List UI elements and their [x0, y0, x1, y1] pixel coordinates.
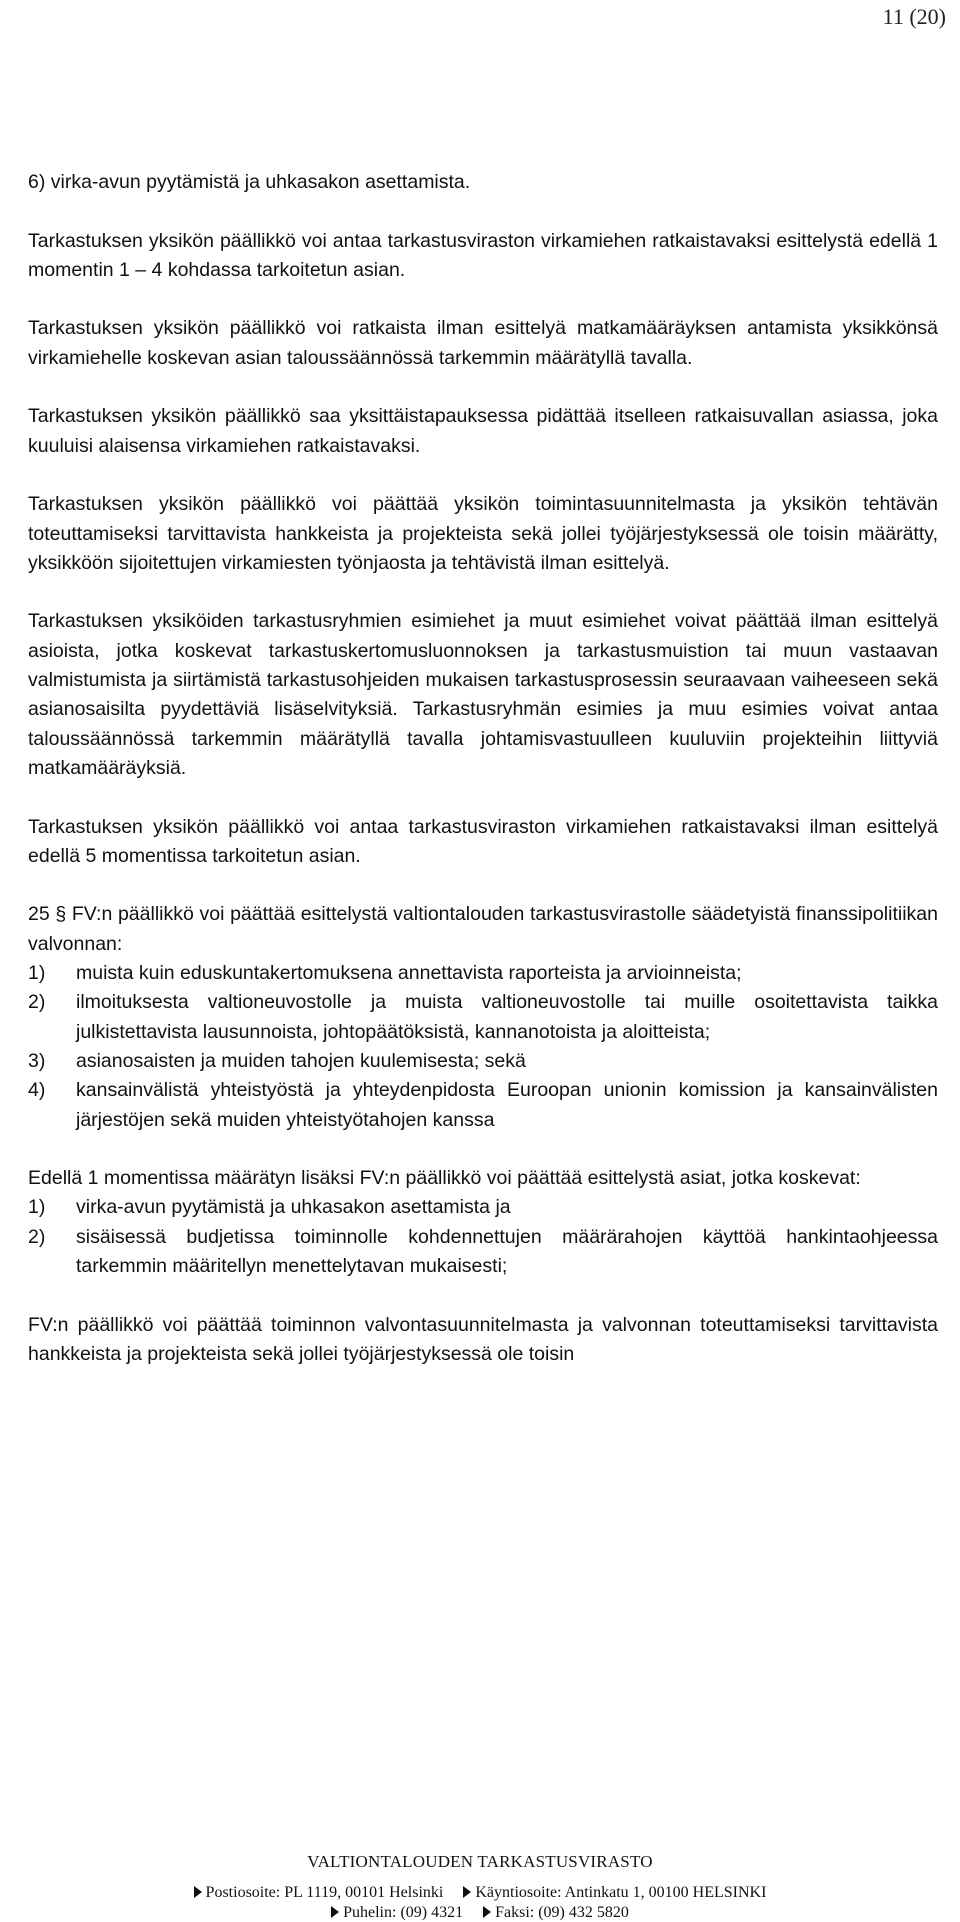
document-body	[28, 168, 938, 1398]
footer-visiting-address	[463, 1884, 766, 1901]
list-item	[28, 959, 938, 988]
list-item	[28, 1223, 938, 1282]
list-number: 2)	[28, 1225, 46, 1248]
arrow-right-icon	[331, 1906, 339, 1918]
paragraph-group-supervisors: Tarkastuksen yksiköiden tarkastusryhmien esimiehet ja muut esimiehet voivat päättää ilman esittelyä asioista, jotka koskevat tarkastuskertomusluonnoksen ja tarkastusmuistion tai muun vastaavan valmistumista ja siirtämistä tarkastusohjeiden mukaisen tarkastusprosessin seuraavaan vaiheeseen sekä asianosaisilta pyydettäviä lisäselvityksiä. Tarkastusryhmän esimies ja muu esimies voivat antaa taloussäännössä tarkemmin määrätyllä tavalla johtamisvastuulleen kuuluviin projekteihin liittyviä matkamääräyksiä.	[28, 610, 938, 779]
list-number: 1)	[28, 962, 46, 985]
list-item	[28, 1193, 938, 1222]
paragraph-action-plan: Tarkastuksen yksikön päällikkö voi päättää yksikön toimintasuunnitelmasta ja yksikön tehtävän toteuttamiseksi tarvittavista hankkeista ja projekteista sekä jollei työjärjestyksessä ole toisin määrätty, yksikköön sijoitettujen virkamiesten työnjaosta ja tehtävistä ilman esittelyä.	[28, 493, 938, 574]
list-number: 4)	[28, 1079, 46, 1102]
arrow-right-icon	[194, 1886, 202, 1898]
phone-text: Puhelin: (09) 4321	[343, 1904, 464, 1921]
list-item	[28, 988, 938, 1047]
list-item	[28, 1047, 938, 1076]
arrow-right-icon	[483, 1906, 491, 1918]
section-moment-2	[28, 1164, 938, 1281]
footer-phone	[331, 1904, 463, 1921]
page-number: 11 (20)	[882, 4, 946, 29]
paragraph-travel-orders: Tarkastuksen yksikön päällikkö voi ratkaista ilman esittelyä matkamääräyksen antamista yksikkönsä virkamiehelle koskevan asian taloussäännössä tarkemmin määrätyllä tavalla.	[28, 317, 938, 369]
list-item	[28, 1076, 938, 1135]
list-text: muista kuin eduskuntakertomuksena annettavista raporteista ja arvioinneista;	[76, 962, 742, 985]
paragraph-monitoring-plan: FV:n päällikkö voi päättää toiminnon valvontasuunnitelmasta ja valvonnan toteuttamiseksi tarvittavista hankkeista ja projekteista sekä jollei työjärjestyksessä ole toisin	[28, 1313, 938, 1365]
section-moment-2-list	[28, 1193, 938, 1281]
section-25-list	[28, 959, 938, 1135]
list-text: kansainvälistä yhteistyöstä ja yhteydenpidosta Euroopan unionin komission ja kansainvälisten järjestöjen sekä muiden yhteistyötahojen kanssa	[76, 1079, 938, 1131]
section-moment-2-intro: Edellä 1 momentissa määrätyn lisäksi FV:n päällikkö voi päättää esittelystä asiat, jotka koskevat:	[28, 1167, 861, 1190]
postal-address-text: Postiosoite: PL 1119, 00101 Helsinki	[205, 1884, 444, 1901]
section-25	[28, 900, 938, 1134]
fax-text: Faksi: (09) 432 5820	[495, 1904, 629, 1921]
section-25-intro: 25 § FV:n päällikkö voi päättää esittelystä valtiontalouden tarkastusvirastolle säädetyistä finanssipolitiikan valvonnan:	[28, 903, 938, 955]
footer-postal-address	[194, 1884, 444, 1901]
list-number: 3)	[28, 1049, 46, 1072]
visiting-address-text: Käyntiosoite: Antinkatu 1, 00100 HELSINKI	[475, 1884, 767, 1901]
list-text: sisäisessä budjetissa toiminnolle kohdennettujen määrärahojen käyttöä hankintaohjeessa tarkemmin määritellyn menettelytavan mukaisesti;	[76, 1225, 938, 1277]
paragraph-item-6: 6) virka-avun pyytämistä ja uhkasakon asettamista.	[28, 171, 471, 193]
footer-organization: VALTIONTALOUDEN TARKASTUSVIRASTO	[307, 1852, 653, 1871]
arrow-right-icon	[463, 1886, 471, 1898]
paragraph-delegation: Tarkastuksen yksikön päällikkö voi antaa tarkastusviraston virkamiehen ratkaistavaksi esittelystä edellä 1 momentin 1 – 4 kohdassa tarkoitetun asian.	[28, 229, 938, 281]
footer-fax	[483, 1904, 629, 1921]
footer-contacts	[0, 1904, 960, 1922]
paragraph-reserve-authority: Tarkastuksen yksikön päällikkö saa yksittäistapauksessa pidättää itselleen ratkaisuvallan asiassa, joka kuuluisi alaisensa virkamiehen ratkaistavaksi.	[28, 405, 938, 457]
list-text: virka-avun pyytämistä ja uhkasakon asettamista ja	[76, 1196, 511, 1219]
footer-addresses	[0, 1884, 960, 1902]
paragraph-moment5-delegation: Tarkastuksen yksikön päällikkö voi antaa tarkastusviraston virkamiehen ratkaistavaksi ilman esittelyä edellä 5 momentissa tarkoitetun asian.	[28, 815, 938, 867]
list-text: ilmoituksesta valtioneuvostolle ja muista valtioneuvostolle tai muille osoitettavista taikka julkistettavista lausunnoista, johtopäätöksistä, kannanotoista ja aloitteista;	[76, 991, 938, 1043]
list-number: 1)	[28, 1196, 46, 1219]
list-number: 2)	[28, 991, 46, 1014]
list-text: asianosaisten ja muiden tahojen kuulemisesta; sekä	[76, 1049, 526, 1072]
